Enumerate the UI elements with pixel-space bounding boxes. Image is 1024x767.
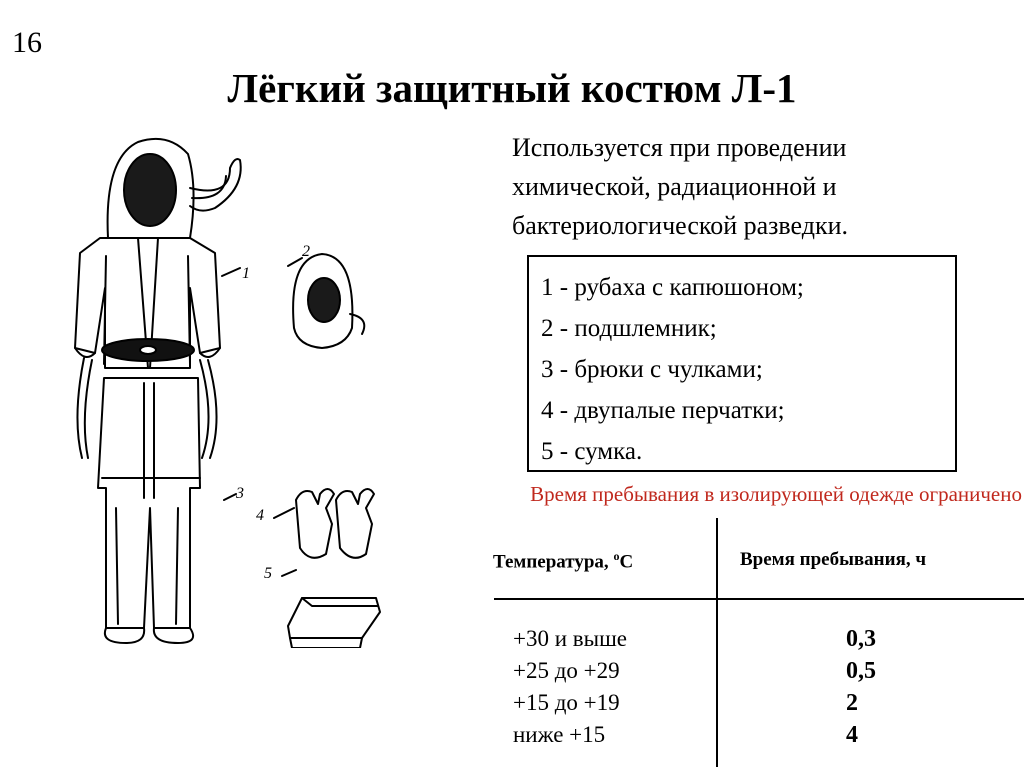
label-1: 1 [242,265,250,282]
cell-time: 0,5 [846,658,876,684]
table-row [0,722,1024,754]
cell-temperature: +15 до +19 [513,690,620,715]
cell-temperature: ниже +15 [513,722,606,747]
hood-drawing [108,139,241,238]
cell-temperature: +30 и выше [513,626,628,651]
slide-number: 16 [12,26,42,59]
list-item: 5 - сумка. [541,438,643,465]
list-item: 3 - брюки с чулками; [541,356,763,383]
label-4: 4 [256,507,264,524]
parts-list-box [527,255,957,472]
intro-text: Используется при проведении химической, радиационной и бактериологической разведки. [512,133,849,240]
header-time: Время пребывания, ч [740,549,927,570]
list-item: 4 - двупалые перчатки; [541,397,785,424]
table-row [0,690,1024,722]
cell-temperature: +25 до +29 [513,658,620,683]
label-3: 3 [236,485,244,502]
balaclava-drawing [293,254,364,348]
cell-time: 4 [846,722,858,748]
table-divider-horizontal [494,598,1024,600]
cell-time: 0,3 [846,626,876,652]
cell-time: 2 [846,690,858,716]
slide-title: Лёгкий защитный костюм Л-1 [227,65,797,111]
list-item: 2 - подшлемник; [541,315,717,342]
parts-list [541,267,955,472]
table-row [0,626,1024,658]
label-2: 2 [302,243,310,260]
table-row [0,658,1024,690]
gloves-drawing [296,489,374,558]
suit-illustration [40,128,440,648]
header-temperature: Температура, $^о$С [493,549,634,573]
label-5: 5 [264,565,272,582]
list-item: 1 - рубаха с капюшоном; [541,274,804,301]
trousers-drawing [98,378,200,643]
time-limit-note: Время пребывания в изолирующей одежде ограничено [530,482,1022,506]
